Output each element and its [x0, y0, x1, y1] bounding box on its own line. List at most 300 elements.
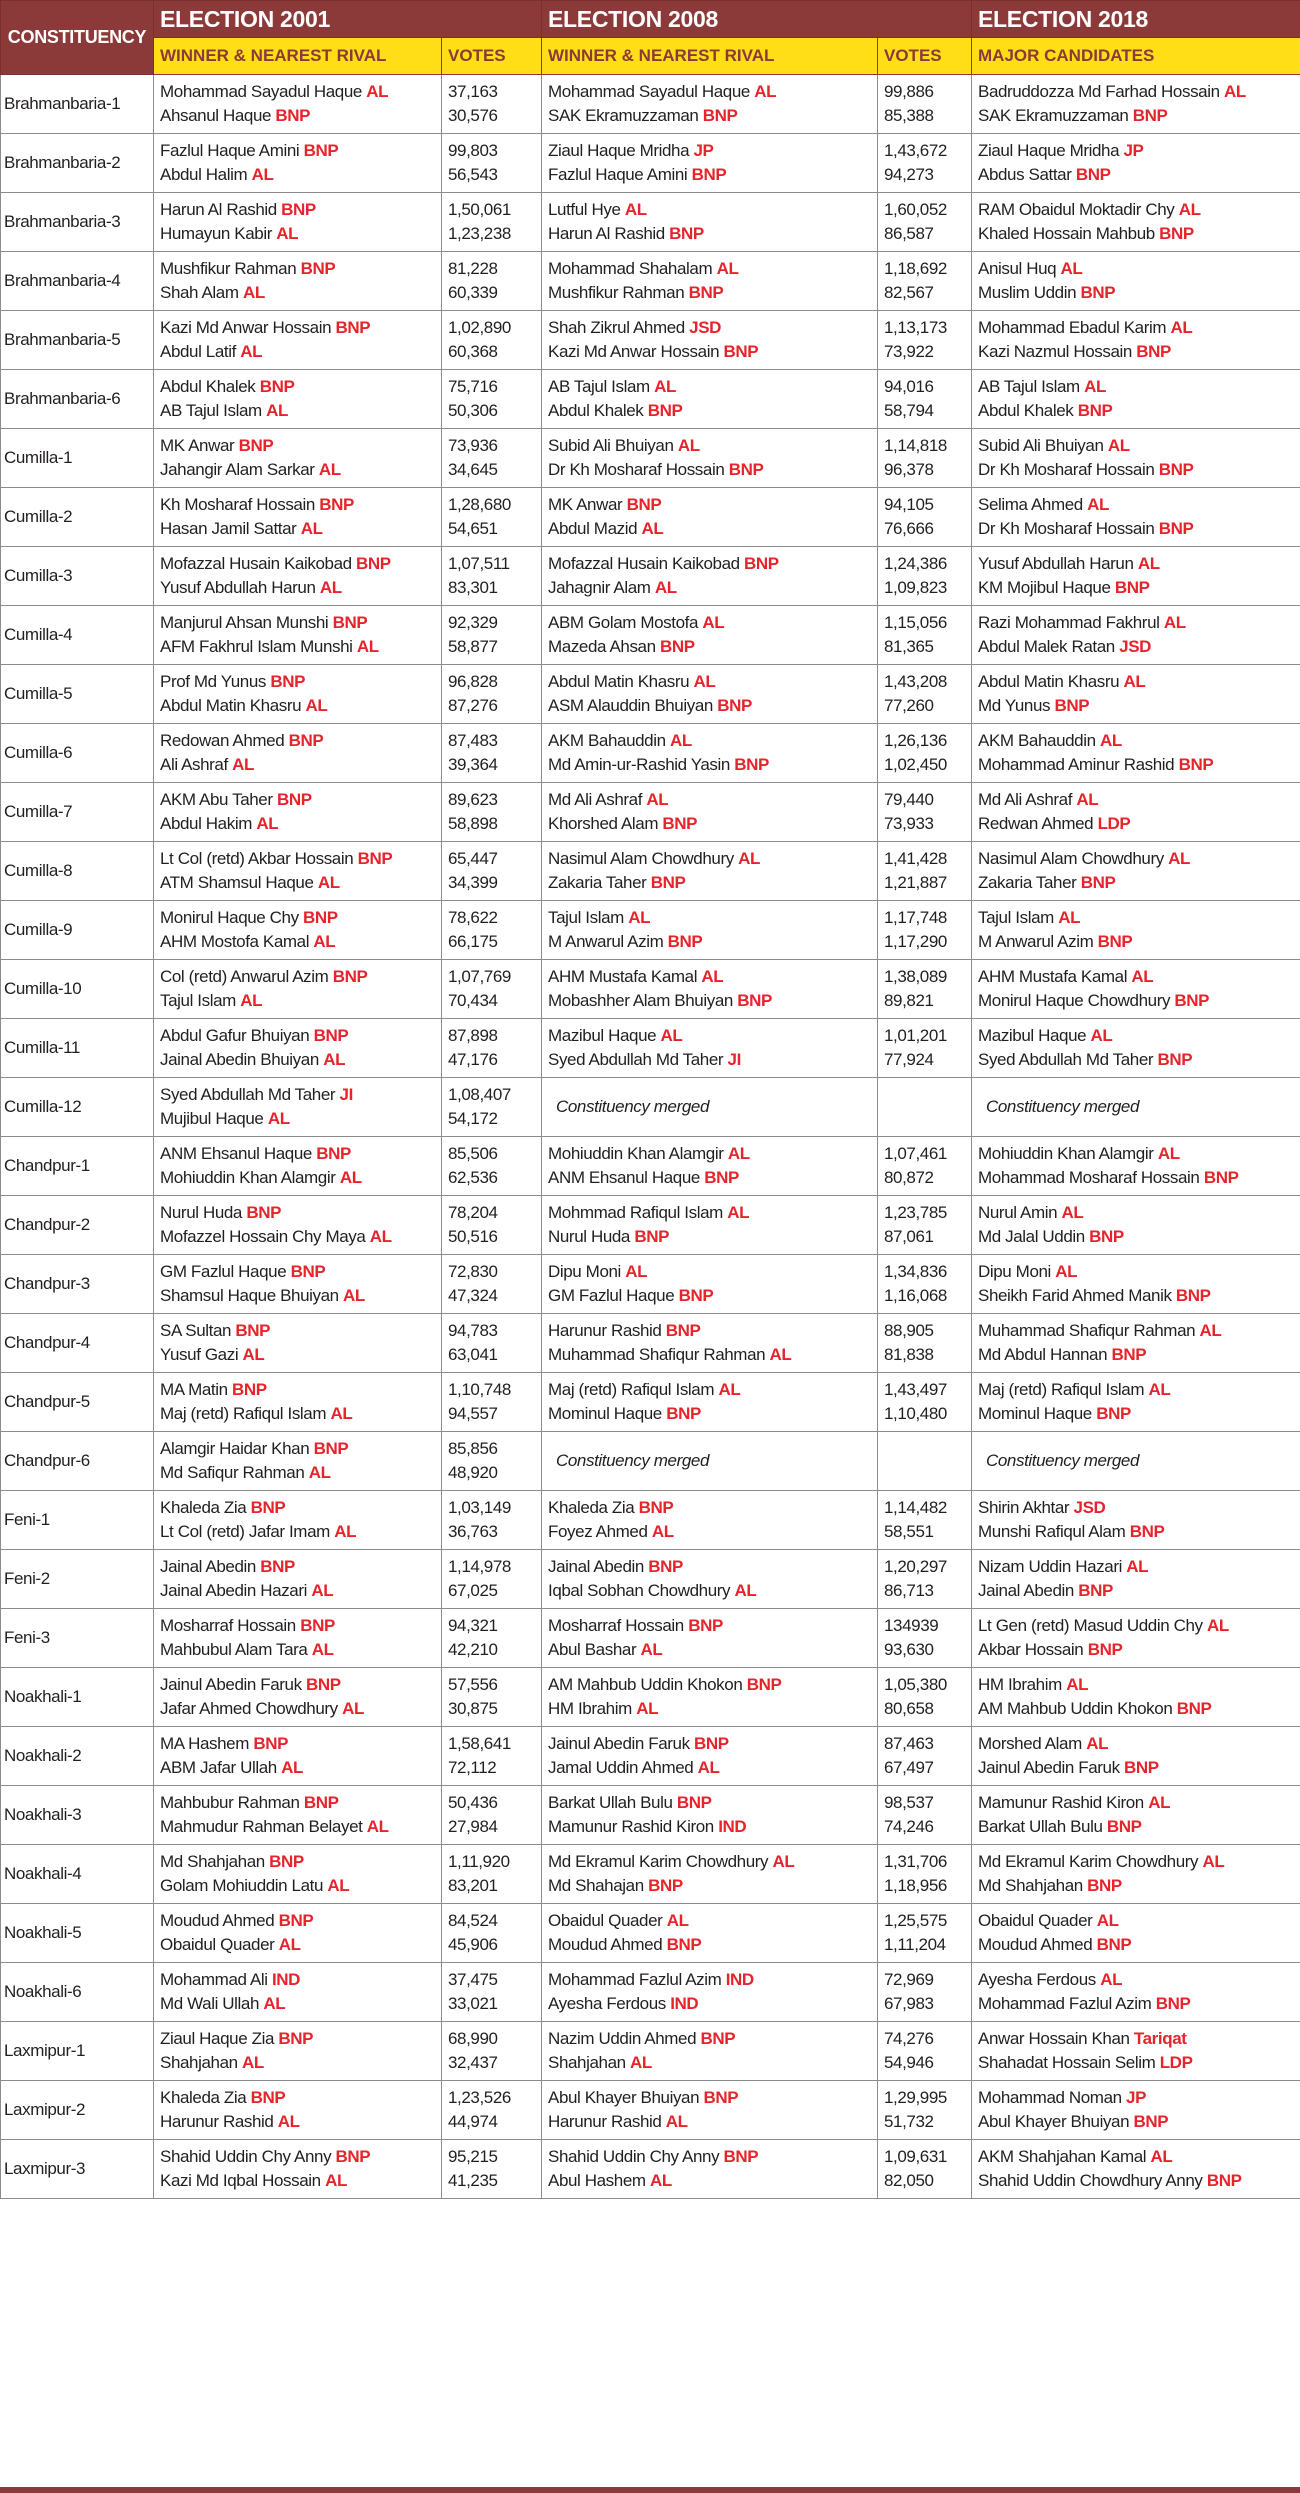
candidates-2001-cell [154, 1314, 442, 1373]
party-label: AL [1084, 377, 1106, 396]
vote-count: 60,368 [448, 342, 498, 361]
candidate-name: Barkat Ullah Bulu [548, 1793, 673, 1812]
candidate-line [978, 340, 1294, 364]
party-label: BNP [737, 991, 772, 1010]
votes-2008-empty-cell [878, 1078, 972, 1137]
candidate-name: Abdul Matin Khasru [548, 672, 690, 691]
party-label: BNP [1111, 1345, 1147, 1364]
party-label: AL [1148, 1793, 1171, 1812]
candidate-name: Sheikh Farid Ahmed Manik [978, 1286, 1172, 1305]
candidate-line [548, 281, 871, 305]
party-label: BNP [276, 790, 312, 809]
votes-2008-cell [878, 75, 972, 134]
candidate-name: Md Jalal Uddin [978, 1227, 1085, 1246]
party-label: JSD [689, 318, 722, 337]
candidate-name: Mohmmad Rafiqul Islam [548, 1203, 723, 1222]
candidate-name: Golam Mohiuddin Latu [160, 1876, 324, 1895]
table-row [1, 1373, 1300, 1432]
candidate-line [978, 163, 1294, 187]
vote-count: 94,016 [884, 377, 934, 396]
party-label: BNP [238, 436, 274, 455]
party-label: BNP [1087, 1640, 1123, 1659]
candidate-line [160, 1201, 435, 1225]
party-label: AL [327, 1876, 350, 1895]
table-row [1, 1196, 1300, 1255]
candidate-line [978, 989, 1294, 1013]
candidate-line [548, 399, 871, 423]
candidate-line [548, 1909, 871, 1933]
candidate-line [978, 1319, 1294, 1343]
candidate-line [548, 670, 871, 694]
party-label: AL [1168, 849, 1191, 868]
party-label: AL [677, 436, 700, 455]
party-label: BNP [319, 495, 354, 514]
candidate-line [548, 1378, 871, 1402]
party-label: BNP [1158, 460, 1194, 479]
candidates-2008-cell [542, 1904, 878, 1963]
votes-2001-header: VOTES [442, 38, 542, 75]
table-row [1, 1255, 1300, 1314]
party-label: BNP [1158, 519, 1194, 538]
candidate-name: Akbar Hossain [978, 1640, 1084, 1659]
candidate-name: Dr Kh Mosharaf Hossain [548, 460, 725, 479]
candidate-name: Mohammad Sayadul Haque [160, 82, 362, 101]
votes-2001-cell [442, 429, 542, 488]
candidate-line [160, 2169, 435, 2193]
votes-2001-cell [442, 311, 542, 370]
party-label: BNP [694, 1734, 729, 1753]
candidate-name: Anisul Huq [978, 259, 1057, 278]
votes-2001-cell [442, 1609, 542, 1668]
vote-count: 80,658 [884, 1699, 934, 1718]
vote-count: 1,18,692 [884, 259, 947, 278]
table-row [1, 1432, 1300, 1491]
candidates-2018-cell [972, 2140, 1300, 2199]
candidate-line [978, 2051, 1294, 2075]
candidate-name: Foyez Ahmed [548, 1522, 648, 1541]
votes-2001-cell [442, 1668, 542, 1727]
candidate-line [160, 1319, 435, 1343]
constituency-name: Cumilla-6 [1, 724, 154, 783]
candidate-name: MA Matin [160, 1380, 228, 1399]
party-label: AL [308, 1463, 331, 1482]
table-row [1, 2022, 1300, 2081]
party-label: BNP [744, 554, 779, 573]
candidate-line [160, 1909, 435, 1933]
candidate-name: Shah Alam [160, 283, 239, 302]
votes-2001-cell [442, 1904, 542, 1963]
party-label: BNP [259, 377, 295, 396]
candidate-name: Jainal Abedin [160, 1557, 256, 1576]
candidate-name: Abdus Sattar [978, 165, 1072, 184]
table-row [1, 665, 1300, 724]
candidates-2008-cell [542, 783, 878, 842]
candidate-name: AM Mahbub Uddin Khokon [548, 1675, 743, 1694]
party-label: BNP [303, 908, 338, 927]
candidate-line [160, 1284, 435, 1308]
candidate-line [160, 1756, 435, 1780]
candidate-line [548, 729, 871, 753]
vote-count: 87,276 [448, 696, 498, 715]
vote-count: 74,276 [884, 2029, 934, 2048]
table-row [1, 1550, 1300, 1609]
vote-count: 1,29,995 [884, 2088, 947, 2107]
table-row [1, 547, 1300, 606]
candidate-line [548, 222, 871, 246]
candidates-2018-cell [972, 2022, 1300, 2081]
candidate-line [160, 1024, 435, 1048]
party-label: AL [1131, 967, 1154, 986]
votes-2001-cell [442, 1963, 542, 2022]
party-label: AL [1137, 554, 1160, 573]
candidates-2018-cell [972, 1963, 1300, 2022]
candidates-2001-cell [154, 606, 442, 665]
vote-count: 86,587 [884, 224, 934, 243]
candidate-name: Abdul Matin Khasru [978, 672, 1120, 691]
candidate-name: Kh Mosharaf Hossain [160, 495, 315, 514]
candidates-2008-cell [542, 134, 878, 193]
vote-count: 1,07,461 [884, 1144, 947, 1163]
vote-count: 27,984 [448, 1817, 498, 1836]
vote-count: 50,306 [448, 401, 498, 420]
candidate-name: Badruddozza Md Farhad Hossain [978, 82, 1220, 101]
party-label: BNP [667, 932, 703, 951]
candidate-name: Mushfikur Rahman [548, 283, 685, 302]
party-label: AL [646, 790, 669, 809]
candidate-line [978, 1555, 1294, 1579]
candidates-2008-merged-cell: Constituency merged [542, 1078, 878, 1137]
vote-count: 1,14,482 [884, 1498, 947, 1517]
votes-2001-cell [442, 193, 542, 252]
table-row [1, 2140, 1300, 2199]
candidate-name: Abul Khayer Bhuiyan [978, 2112, 1130, 2131]
party-label: BNP [1174, 991, 1210, 1010]
party-label: BNP [231, 1380, 267, 1399]
votes-2008-cell [878, 665, 972, 724]
candidate-name: Obaidul Quader [978, 1911, 1093, 1930]
vote-count: 78,622 [448, 908, 498, 927]
candidate-name: Maj (retd) Rafiqul Islam [978, 1380, 1145, 1399]
party-label: BNP [1178, 755, 1214, 774]
constituency-name: Brahmanbaria-2 [1, 134, 154, 193]
vote-count: 72,969 [884, 1970, 934, 1989]
vote-count: 32,437 [448, 2053, 498, 2072]
candidate-line [548, 434, 871, 458]
party-label: AL [649, 2171, 672, 2190]
candidate-line [978, 694, 1294, 718]
party-label: AL [693, 672, 716, 691]
constituency-name: Brahmanbaria-4 [1, 252, 154, 311]
candidate-line [160, 1520, 435, 1544]
candidate-name: Mohammad Ali [160, 1970, 268, 1989]
party-label: IND [271, 1970, 301, 1989]
vote-count: 34,399 [448, 873, 498, 892]
party-label: AL [641, 519, 664, 538]
candidate-name: ASM Alauddin Bhuiyan [548, 696, 713, 715]
vote-count: 85,856 [448, 1439, 498, 1458]
candidates-2008-cell [542, 429, 878, 488]
candidate-line [160, 2110, 435, 2134]
candidate-line [548, 2027, 871, 2051]
vote-count: 1,38,089 [884, 967, 947, 986]
vote-count: 76,666 [884, 519, 934, 538]
candidate-line [160, 1378, 435, 1402]
candidate-name: Mahbubur Rahman [160, 1793, 300, 1812]
table-row [1, 1609, 1300, 1668]
vote-count: 93,630 [884, 1640, 934, 1659]
vote-count: 99,803 [448, 141, 498, 160]
candidate-line [978, 1142, 1294, 1166]
candidate-name: Mobashher Alam Bhuiyan [548, 991, 733, 1010]
candidate-name: Syed Abdullah Md Taher [548, 1050, 724, 1069]
party-label: BNP [1157, 1050, 1193, 1069]
candidate-name: GM Fazlul Haque [548, 1286, 675, 1305]
candidate-name: Ziaul Haque Zia [160, 2029, 275, 2048]
candidate-line [548, 1284, 871, 1308]
candidate-name: Muslim Uddin [978, 283, 1077, 302]
party-label: AL [651, 1522, 674, 1541]
candidate-line [548, 1260, 871, 1284]
constituency-name: Noakhali-3 [1, 1786, 154, 1845]
party-label: BNP [1203, 1168, 1239, 1187]
party-label: BNP [250, 1498, 286, 1517]
party-label: AL [654, 578, 677, 597]
votes-2001-cell [442, 960, 542, 1019]
candidate-name: Mohiuddin Khan Alamgir [160, 1168, 336, 1187]
party-label: BNP [728, 460, 764, 479]
candidate-name: Lt Gen (retd) Masud Uddin Chy [978, 1616, 1203, 1635]
votes-2008-cell [878, 311, 972, 370]
candidate-line [548, 198, 871, 222]
candidate-name: SA Sultan [160, 1321, 232, 1340]
party-label: BNP [648, 1557, 683, 1576]
vote-count: 82,567 [884, 283, 934, 302]
vote-count: 74,246 [884, 1817, 934, 1836]
candidate-name: Mahbubul Alam Tara [160, 1640, 308, 1659]
vote-count: 58,794 [884, 401, 934, 420]
candidate-name: Mushfikur Rahman [160, 259, 297, 278]
votes-2008-cell [878, 429, 972, 488]
vote-count: 80,872 [884, 1168, 934, 1187]
candidates-2018-cell [972, 606, 1300, 665]
candidate-name: AM Mahbub Uddin Khokon [978, 1699, 1173, 1718]
candidate-name: Tajul Islam [160, 991, 236, 1010]
party-label: BNP [1089, 1227, 1124, 1246]
candidate-name: Syed Abdullah Md Taher [160, 1085, 336, 1104]
votes-2001-cell [442, 2081, 542, 2140]
votes-2001-cell [442, 842, 542, 901]
party-label: BNP [278, 1911, 314, 1930]
votes-2008-cell [878, 1314, 972, 1373]
party-label: BNP [300, 259, 336, 278]
candidates-2018-cell [972, 488, 1300, 547]
candidate-line [160, 1461, 435, 1485]
candidate-line [978, 222, 1294, 246]
vote-count: 94,557 [448, 1404, 498, 1423]
party-label: BNP [246, 1203, 282, 1222]
candidates-2008-cell [542, 1314, 878, 1373]
vote-count: 99,886 [884, 82, 934, 101]
candidate-line [160, 198, 435, 222]
candidates-2018-cell [972, 1668, 1300, 1727]
party-label: LDP [1159, 2053, 1193, 2072]
party-label: AL [769, 1345, 792, 1364]
votes-2008-cell [878, 2140, 972, 2199]
candidate-line [548, 871, 871, 895]
party-label: AL [738, 849, 761, 868]
party-label: BNP [1097, 932, 1133, 951]
vote-count: 87,898 [448, 1026, 498, 1045]
candidate-name: Col (retd) Anwarul Azim [160, 967, 329, 986]
party-label: AL [267, 1109, 290, 1128]
candidate-name: AHM Mustafa Kamal [978, 967, 1128, 986]
candidates-2001-cell [154, 252, 442, 311]
party-label: AL [277, 2112, 300, 2131]
candidate-name: Khaleda Zia [160, 2088, 247, 2107]
table-row [1, 75, 1300, 134]
candidates-2001-cell [154, 2022, 442, 2081]
candidate-line [548, 1048, 871, 1072]
party-label: BNP [666, 1404, 701, 1423]
candidate-name: Md Wali Ullah [160, 1994, 260, 2013]
candidate-name: AB Tajul Islam [548, 377, 650, 396]
candidate-line [160, 80, 435, 104]
candidates-2018-cell [972, 252, 1300, 311]
candidate-line [978, 198, 1294, 222]
candidate-line [978, 1874, 1294, 1898]
candidate-name: Mohammad Shahalam [548, 259, 713, 278]
candidate-name: AHM Mustafa Kamal [548, 967, 698, 986]
candidate-name: Muhammad Shafiqur Rahman [978, 1321, 1196, 1340]
candidate-name: Hasan Jamil Sattar [160, 519, 297, 538]
votes-2001-cell [442, 1314, 542, 1373]
party-label: AL [1202, 1852, 1225, 1871]
vote-count: 78,204 [448, 1203, 498, 1222]
candidate-line [160, 1933, 435, 1957]
candidate-name: Mazibul Haque [548, 1026, 657, 1045]
party-label: AL [1223, 82, 1246, 101]
table-row [1, 1019, 1300, 1078]
candidates-2008-cell [542, 193, 878, 252]
party-label: BNP [356, 554, 391, 573]
party-label: AL [1076, 790, 1099, 809]
party-label: BNP [746, 1675, 782, 1694]
candidates-2018-cell [972, 724, 1300, 783]
vote-count: 88,905 [884, 1321, 934, 1340]
candidate-line [548, 2169, 871, 2193]
candidate-line [160, 1815, 435, 1839]
candidate-name: Ayesha Ferdous [978, 1970, 1096, 1989]
candidates-2008-cell [542, 370, 878, 429]
party-label: BNP [253, 1734, 289, 1753]
vote-count: 56,543 [448, 165, 498, 184]
candidate-line [160, 1166, 435, 1190]
candidate-line [548, 788, 871, 812]
candidate-line [160, 1437, 435, 1461]
candidate-name: Prof Md Yunus [160, 672, 266, 691]
candidate-name: Khorshed Alam [548, 814, 659, 833]
vote-count: 48,920 [448, 1463, 498, 1482]
candidate-name: Yusuf Abdullah Harun [160, 578, 316, 597]
candidate-line [548, 493, 871, 517]
candidate-name: Mohammad Ebadul Karim [978, 318, 1167, 337]
vote-count: 1,23,238 [448, 224, 511, 243]
candidate-name: Abdul Halim [160, 165, 248, 184]
candidate-name: SAK Ekramuzzaman [978, 106, 1129, 125]
party-label: AL [369, 1227, 392, 1246]
constituency-name: Cumilla-10 [1, 960, 154, 1019]
candidate-name: Morshed Alam [978, 1734, 1082, 1753]
vote-count: 1,07,769 [448, 967, 511, 986]
constituency-name: Cumilla-9 [1, 901, 154, 960]
candidates-2018-cell [972, 665, 1300, 724]
candidate-line [160, 2086, 435, 2110]
candidate-name: AKM Bahauddin [978, 731, 1096, 750]
candidate-name: Abdul Khalek [160, 377, 256, 396]
vote-count: 1,13,173 [884, 318, 947, 337]
candidate-name: ANM Ehsanul Haque [548, 1168, 700, 1187]
votes-2008-cell [878, 1137, 972, 1196]
candidate-line [978, 1520, 1294, 1544]
candidates-2018-merged-cell: Constituency merged [972, 1078, 1300, 1137]
votes-2001-cell [442, 1432, 542, 1491]
table-row [1, 724, 1300, 783]
candidate-name: Mazeda Ahsan [548, 637, 656, 656]
party-label: BNP [666, 1935, 702, 1954]
candidate-line [160, 1579, 435, 1603]
vote-count: 67,497 [884, 1758, 934, 1777]
candidate-line [160, 670, 435, 694]
vote-count: 1,28,680 [448, 495, 511, 514]
vote-count: 94,105 [884, 495, 934, 514]
votes-2008-cell [878, 1196, 972, 1255]
candidates-2018-cell [972, 1314, 1300, 1373]
candidates-2018-cell [972, 1904, 1300, 1963]
candidate-name: MK Anwar [160, 436, 235, 455]
constituency-name: Noakhali-5 [1, 1904, 154, 1963]
table-row [1, 1963, 1300, 2022]
candidate-name: Shahid Uddin Chy Anny [160, 2147, 332, 2166]
vote-count: 73,922 [884, 342, 934, 361]
vote-count: 58,551 [884, 1522, 934, 1541]
party-label: BNP [1136, 342, 1171, 361]
party-label: BNP [269, 1852, 304, 1871]
candidate-name: RAM Obaidul Moktadir Chy [978, 200, 1175, 219]
candidate-name: Muhammad Shafiqur Rahman [548, 1345, 766, 1364]
vote-count: 1,17,748 [884, 908, 947, 927]
candidate-name: Shahid Uddin Chy Anny [548, 2147, 720, 2166]
vote-count: 1,43,672 [884, 141, 947, 160]
candidates-2001-cell [154, 1727, 442, 1786]
candidate-line [978, 2027, 1294, 2051]
candidate-name: Jahangir Alam Sarkar [160, 460, 315, 479]
candidate-name: Dipu Moni [978, 1262, 1051, 1281]
vote-count: 47,324 [448, 1286, 498, 1305]
party-label: AL [716, 259, 739, 278]
candidates-2018-cell [972, 1491, 1300, 1550]
candidate-line [978, 1673, 1294, 1697]
party-label: AL [343, 1286, 365, 1305]
candidate-line [160, 458, 435, 482]
candidate-name: Mohammad Aminur Rashid [978, 755, 1175, 774]
party-label: BNP [1132, 106, 1168, 125]
vote-count: 58,898 [448, 814, 498, 833]
votes-2008-cell [878, 1727, 972, 1786]
candidate-line [978, 670, 1294, 694]
candidate-name: Zakaria Taher [548, 873, 647, 892]
candidate-line [160, 753, 435, 777]
party-label: AL [313, 932, 336, 951]
